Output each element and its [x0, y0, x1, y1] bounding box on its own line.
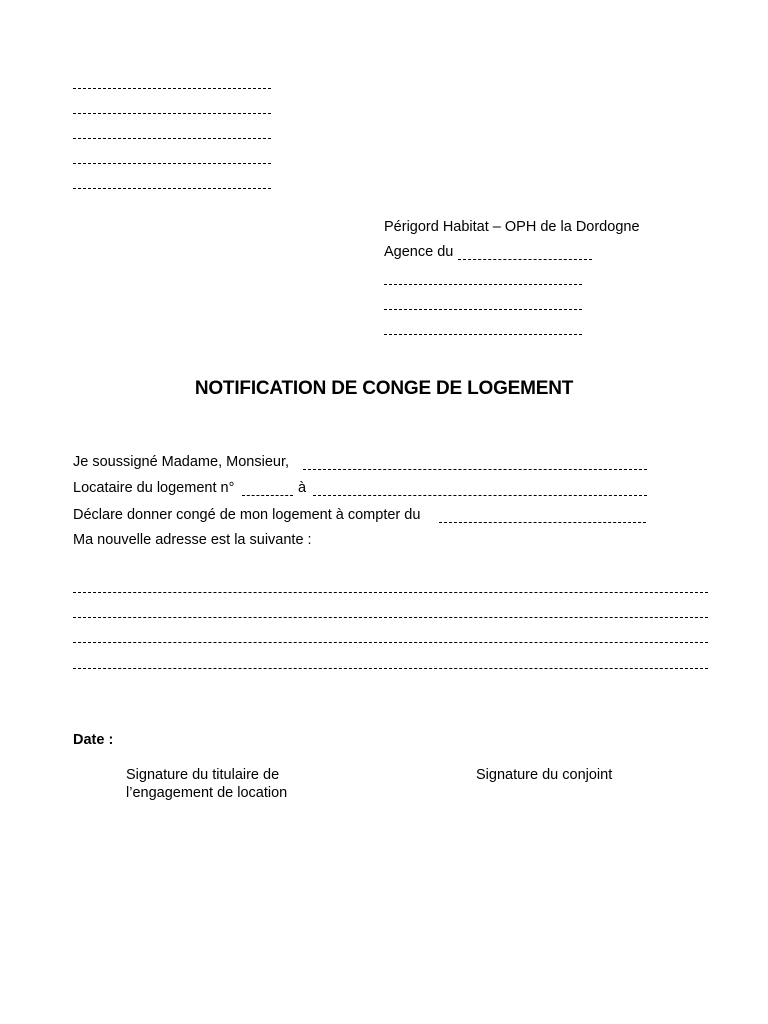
body-line-name-label: Je soussigné Madame, Monsieur, [73, 454, 289, 470]
recipient-address-line[interactable] [384, 309, 582, 310]
sender-line[interactable] [73, 138, 271, 139]
spouse-signature-label: Signature du conjoint [476, 767, 613, 783]
body-line-housing-label: Locataire du logement n° [73, 480, 235, 496]
name-field[interactable] [303, 469, 647, 470]
body-line-location-label: à [298, 480, 307, 496]
body-line-address-label: Ma nouvelle adresse est la suivante : [73, 532, 312, 548]
recipient-address-line[interactable] [384, 334, 582, 335]
new-address-line[interactable] [73, 642, 708, 643]
date-label: Date : [73, 732, 114, 748]
agency-field[interactable] [458, 259, 592, 260]
agency-label: Agence du [384, 244, 454, 260]
new-address-line[interactable] [73, 617, 708, 618]
leave-date-field[interactable] [439, 522, 646, 523]
holder-signature-label: Signature du titulaire de l’engagement de location [126, 767, 288, 801]
housing-number-field[interactable] [242, 495, 293, 496]
sender-line[interactable] [73, 188, 271, 189]
sender-line[interactable] [73, 88, 271, 89]
body-line-date-label: Déclare donner congé de mon logement à compter du [73, 507, 421, 523]
new-address-line[interactable] [73, 668, 708, 669]
new-address-line[interactable] [73, 592, 708, 593]
sender-line[interactable] [73, 163, 271, 164]
housing-location-field[interactable] [313, 495, 647, 496]
recipient-address-line[interactable] [384, 284, 582, 285]
document-title: NOTIFICATION DE CONGE DE LOGEMENT [194, 378, 574, 399]
recipient-name: Périgord Habitat – OPH de la Dordogne [384, 219, 640, 235]
sender-line[interactable] [73, 113, 271, 114]
